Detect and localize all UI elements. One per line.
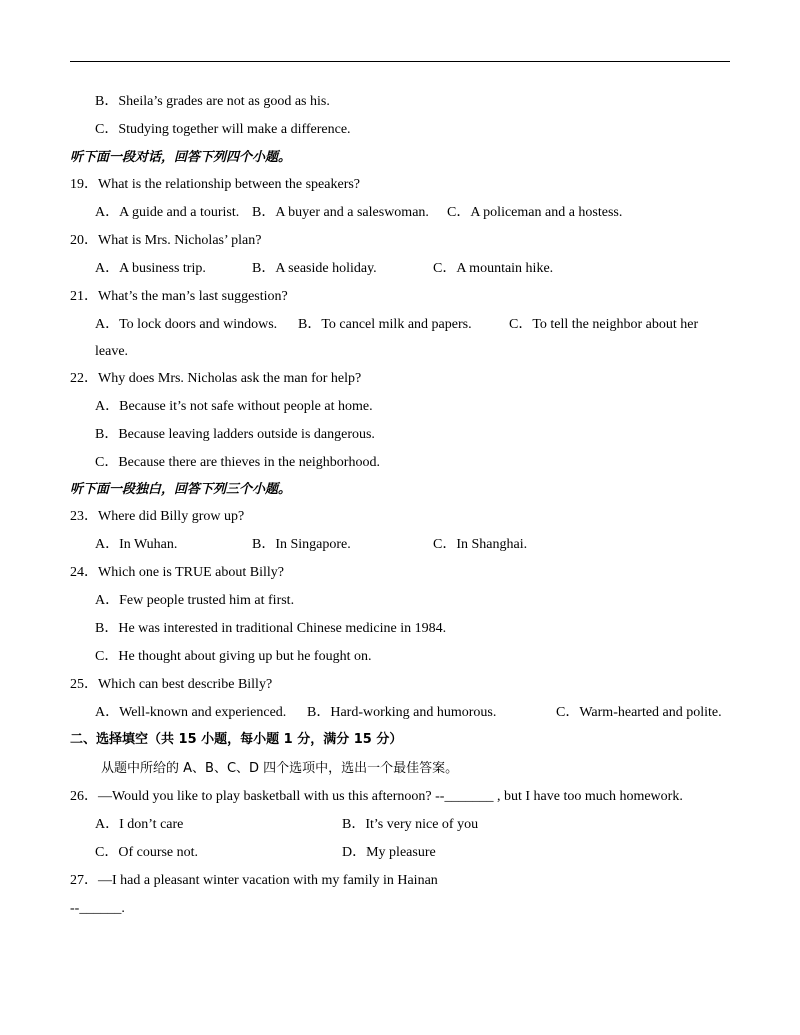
- option-21c-continued: leave.: [95, 344, 129, 359]
- option-25c: C．Warm-hearted and polite.: [556, 705, 722, 720]
- option-24c: C．He thought about giving up but he fought on.: [95, 649, 372, 664]
- option-24b: B．He was interested in traditional Chinese medicine in 1984.: [95, 621, 447, 636]
- option-24a: A．Few people trusted him at first.: [95, 593, 295, 608]
- option-19a: A．A guide and a tourist.: [95, 205, 240, 220]
- option-21b: B．To cancel milk and papers.: [298, 317, 472, 332]
- question-19: 19．What is the relationship between the speakers?: [70, 177, 361, 192]
- question-22: 22．Why does Mrs. Nicholas ask the man for help?: [70, 371, 362, 386]
- option-25b: B．Hard-working and humorous.: [307, 705, 497, 720]
- question-27-response: --______.: [70, 901, 125, 916]
- option-23b: B．In Singapore.: [252, 537, 351, 552]
- option-26b: B．It’s very nice of you: [342, 817, 479, 832]
- header-rule: [70, 61, 730, 62]
- option-19b: B．A buyer and a saleswoman.: [252, 205, 429, 220]
- section-2-heading: 二、选择填空（共 15 小题，每小题 1 分，满分 15 分）: [70, 732, 403, 747]
- option-23a: A．In Wuhan.: [95, 537, 178, 552]
- option-23c: C．In Shanghai.: [433, 537, 528, 552]
- option-18c: C．Studying together will make a difference.: [95, 122, 351, 137]
- question-26: 26．—Would you like to play basketball with us this afternoon? --_______ , but I have too much homework.: [70, 789, 683, 804]
- option-25a: A．Well-known and experienced.: [95, 705, 287, 720]
- question-23: 23．Where did Billy grow up?: [70, 509, 245, 524]
- section-2-instruction: 从题中所给的 A、B、C、D 四个选项中，选出一个最佳答案。: [101, 761, 459, 776]
- question-25: 25．Which can best describe Billy?: [70, 677, 273, 692]
- option-26d: D．My pleasure: [342, 845, 436, 860]
- option-18b: B．Sheila’s grades are not as good as his.: [95, 94, 330, 109]
- option-19c: C．A policeman and a hostess.: [447, 205, 623, 220]
- option-21c: C．To tell the neighbor about her: [509, 317, 699, 332]
- option-22a: A．Because it’s not safe without people at home.: [95, 399, 373, 414]
- option-22b: B．Because leaving ladders outside is dangerous.: [95, 427, 375, 442]
- option-21a: A．To lock doors and windows.: [95, 317, 278, 332]
- question-27: 27．—I had a pleasant winter vacation with my family in Hainan: [70, 873, 438, 888]
- section-instruction-monologue: 听下面一段独白，回答下列三个小题。: [70, 482, 292, 497]
- question-24: 24．Which one is TRUE about Billy?: [70, 565, 284, 580]
- option-20c: C．A mountain hike.: [433, 261, 554, 276]
- section-instruction-dialogue: 听下面一段对话，回答下列四个小题。: [70, 150, 292, 165]
- option-26a: A．I don’t care: [95, 817, 184, 832]
- option-20a: A．A business trip.: [95, 261, 206, 276]
- option-22c: C．Because there are thieves in the neighborhood.: [95, 455, 380, 470]
- option-20b: B．A seaside holiday.: [252, 261, 377, 276]
- option-26c: C．Of course not.: [95, 845, 199, 860]
- question-20: 20．What is Mrs. Nicholas’ plan?: [70, 233, 262, 248]
- question-21: 21．What’s the man’s last suggestion?: [70, 289, 288, 304]
